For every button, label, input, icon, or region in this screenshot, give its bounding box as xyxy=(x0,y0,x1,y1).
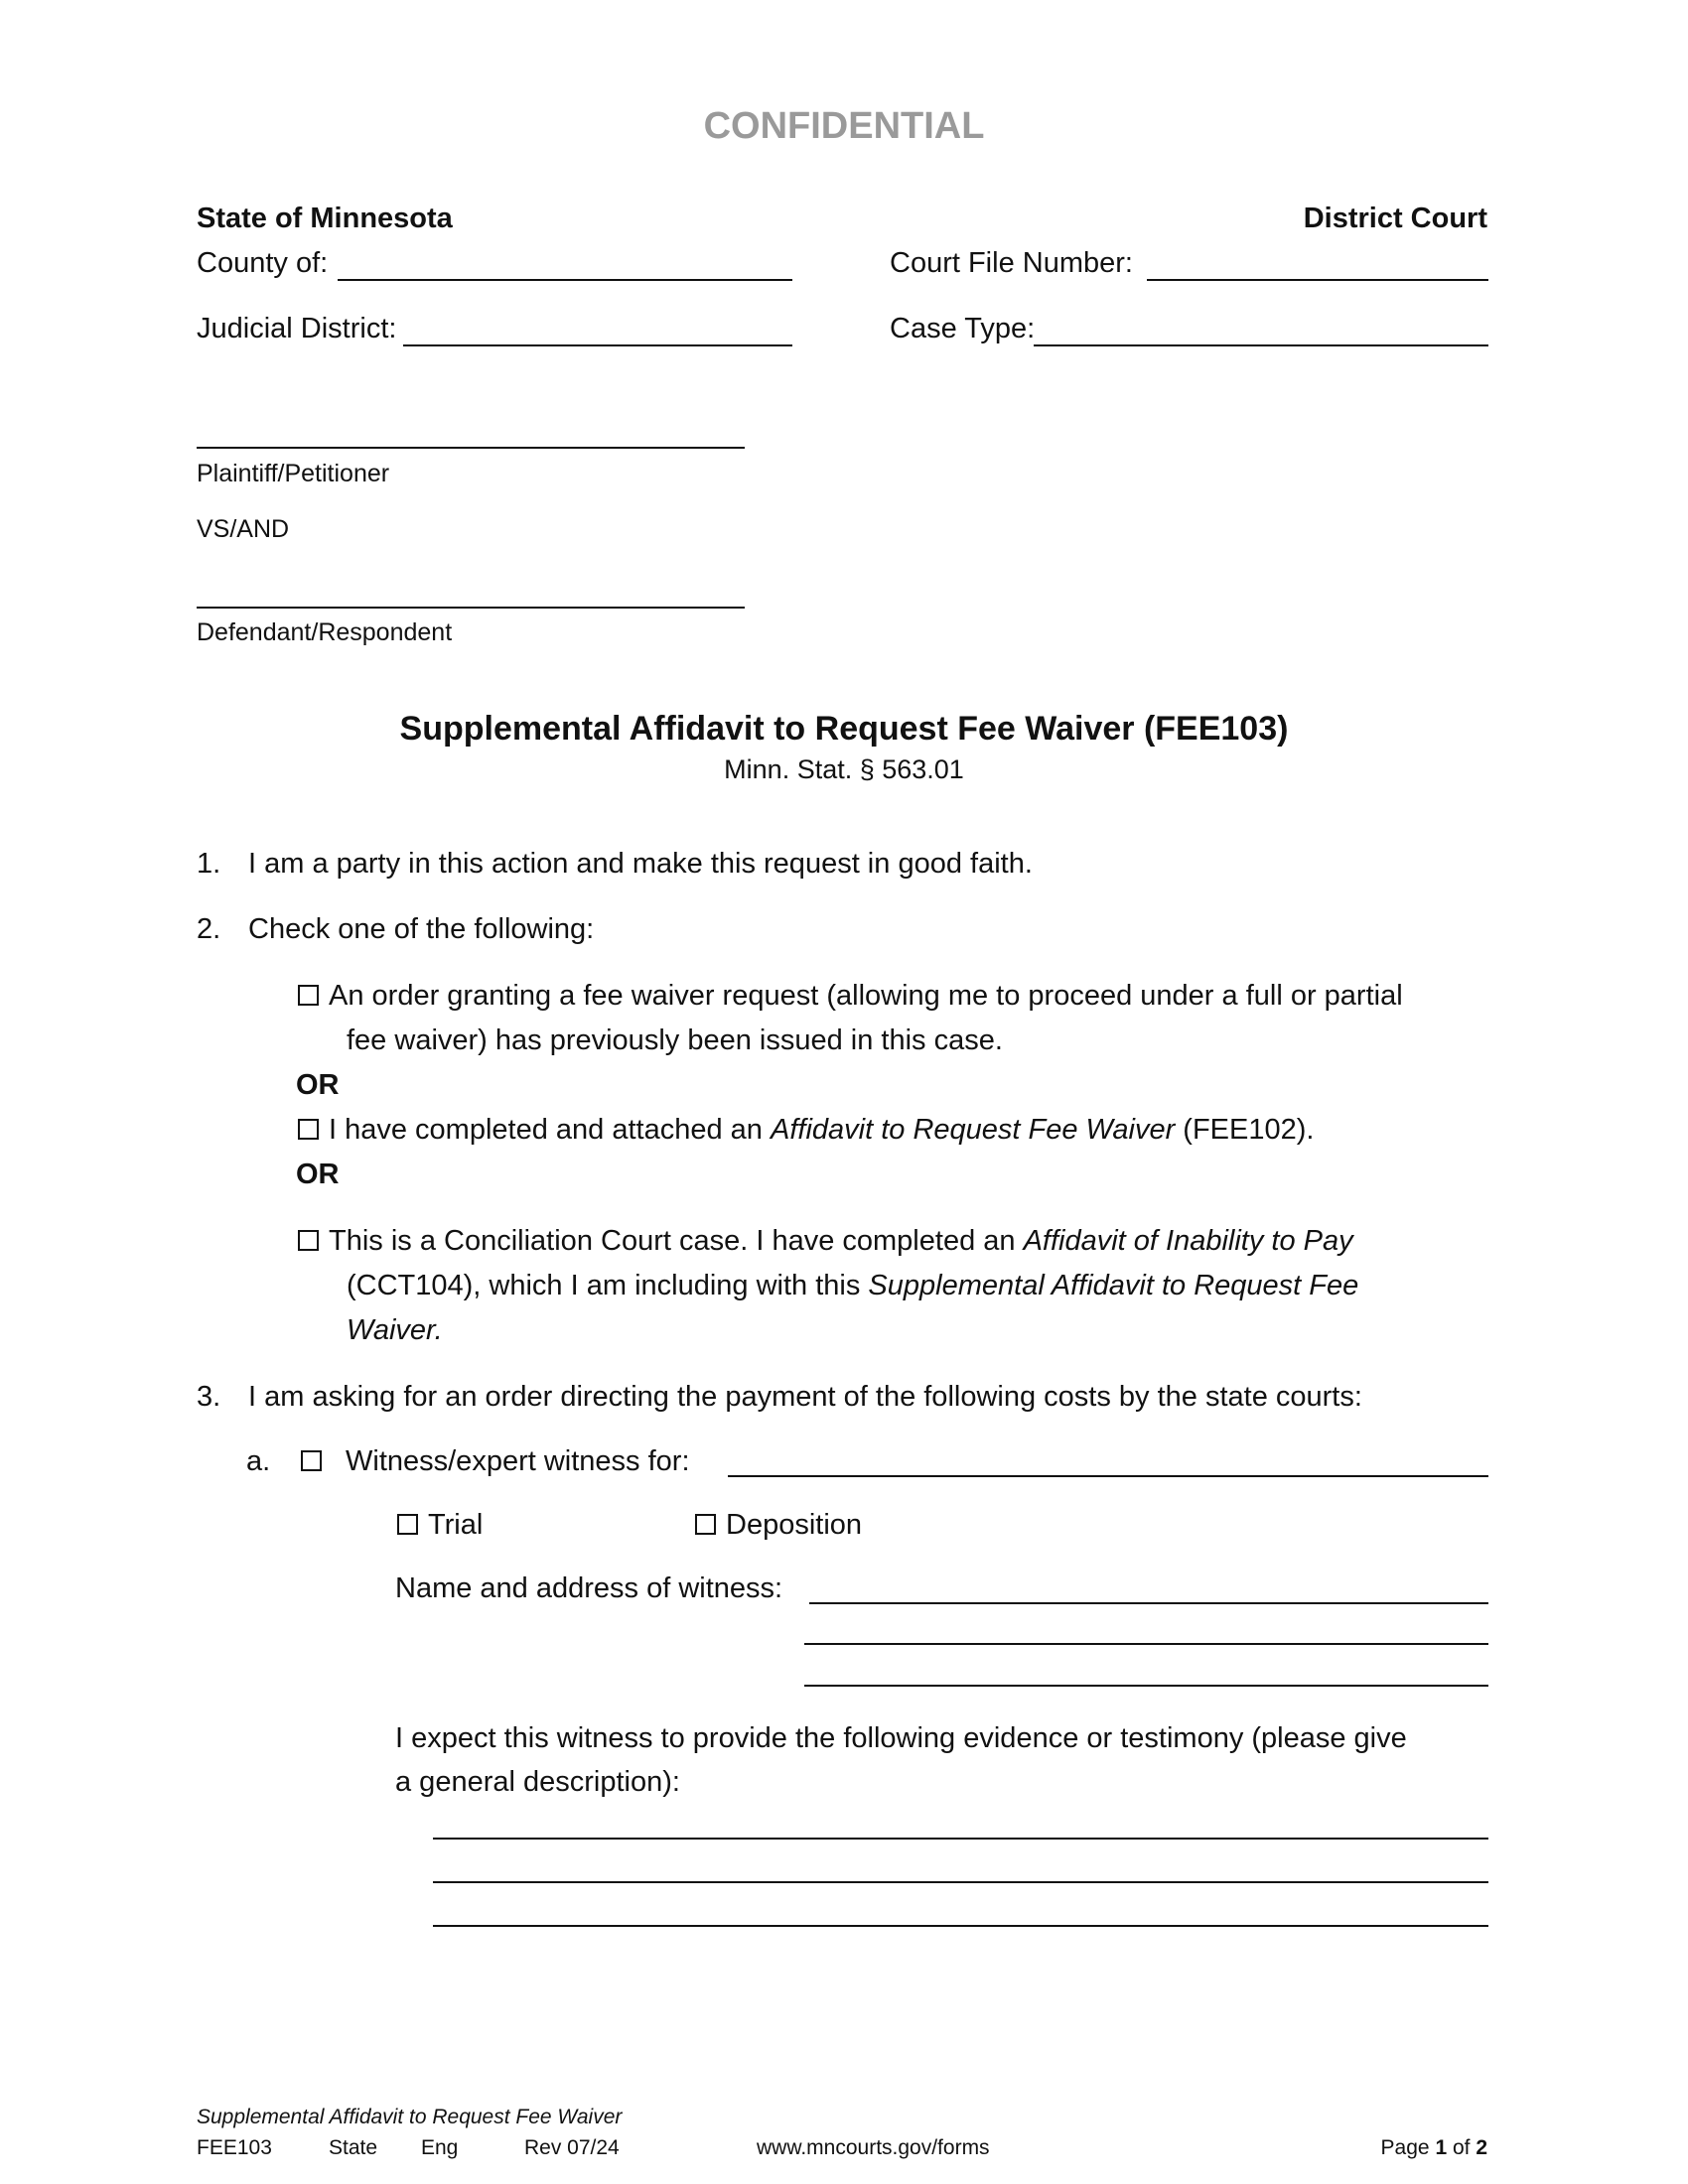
footer-form-name: Supplemental Affidavit to Request Fee Waiver xyxy=(197,2106,623,2128)
conciliation-supplemental-title: Supplemental Affidavit to Request Fee xyxy=(868,1270,1359,1301)
conciliation-text-2: (CCT104), which I am including with this xyxy=(347,1270,869,1301)
trial-checkbox[interactable] xyxy=(397,1514,418,1535)
or-label-2: OR xyxy=(296,1159,340,1190)
item-1-text: I am a party in this action and make this request in good faith. xyxy=(248,848,1033,880)
name-address-field-2[interactable] xyxy=(804,1643,1488,1645)
evidence-field-2[interactable] xyxy=(433,1881,1488,1883)
witness-checkbox[interactable] xyxy=(301,1450,322,1471)
deposition-checkbox[interactable] xyxy=(695,1514,716,1535)
statute-ref: Minn. Stat. § 563.01 xyxy=(724,754,964,784)
attached-affidavit-title: Affidavit to Request Fee Waiver xyxy=(770,1114,1176,1146)
evidence-field-3[interactable] xyxy=(433,1925,1488,1927)
evidence-field-1[interactable] xyxy=(433,1838,1488,1840)
vs-label: VS/AND xyxy=(197,515,290,543)
district-label: Judicial District: xyxy=(197,313,397,344)
conciliation-text-cont xyxy=(347,1272,1358,1300)
witness-label: Witness/expert witness for: xyxy=(346,1445,690,1477)
plaintiff-field[interactable] xyxy=(197,447,745,449)
conciliation-text: This is a Conciliation Court case. I have completed an xyxy=(329,1225,1024,1257)
form-title: Supplemental Affidavit to Request Fee Waiver (FEE103) xyxy=(399,710,1289,748)
item-2-number: 2. xyxy=(197,913,221,945)
conciliation-affidavit-title: Affidavit of Inability to Pay xyxy=(1023,1225,1353,1257)
attached-affidavit-checkbox[interactable] xyxy=(298,1119,319,1140)
district-field[interactable] xyxy=(403,344,792,346)
page-of: of xyxy=(1447,2136,1477,2159)
trial-label: Trial xyxy=(428,1509,484,1541)
attached-affidavit-code: (FEE102). xyxy=(1175,1114,1315,1146)
name-address-field-3[interactable] xyxy=(804,1685,1488,1687)
file-number-label: Court File Number: xyxy=(890,247,1133,279)
footer-rev: Rev 07/24 xyxy=(524,2136,620,2159)
option-attached-affidavit xyxy=(298,1116,1314,1145)
evidence-text-1: I expect this witness to provide the following evidence or testimony (please give xyxy=(395,1722,1407,1754)
previous-order-checkbox[interactable] xyxy=(298,985,319,1006)
item-3-text: I am asking for an order directing the payment of the following costs by the state courts: xyxy=(248,1381,1362,1413)
name-address-label: Name and address of witness: xyxy=(395,1572,783,1604)
option-conciliation xyxy=(298,1227,1353,1256)
previous-order-text-cont: fee waiver) has previously been issued in this case. xyxy=(347,1024,1003,1056)
case-type-label: Case Type: xyxy=(890,313,1036,344)
or-label-1: OR xyxy=(296,1069,340,1101)
county-field[interactable] xyxy=(338,279,792,281)
defendant-field[interactable] xyxy=(197,607,745,609)
name-address-field-1[interactable] xyxy=(809,1602,1488,1604)
evidence-text-2: a general description): xyxy=(395,1766,680,1798)
county-label: County of: xyxy=(197,247,329,279)
page-total: 2 xyxy=(1476,2136,1487,2159)
witness-row xyxy=(301,1447,690,1476)
deposition-option xyxy=(695,1511,862,1540)
item-3a-label: a. xyxy=(246,1445,271,1477)
item-3-number: 3. xyxy=(197,1381,221,1413)
footer-url[interactable]: www.mncourts.gov/forms xyxy=(757,2136,990,2159)
trial-option xyxy=(397,1511,483,1540)
option-previous-order xyxy=(298,982,1403,1011)
item-2-text: Check one of the following: xyxy=(248,913,595,945)
footer-code: FEE103 xyxy=(197,2136,272,2159)
conciliation-checkbox[interactable] xyxy=(298,1230,319,1251)
footer-page xyxy=(1381,2137,1487,2158)
previous-order-text: An order granting a fee waiver request (allowing me to proceed under a full or partial xyxy=(329,980,1403,1012)
page-number: 1 xyxy=(1435,2136,1448,2159)
case-type-field[interactable] xyxy=(1034,344,1488,346)
item-1-number: 1. xyxy=(197,848,221,880)
conciliation-text-3: Waiver. xyxy=(347,1314,443,1346)
attached-affidavit-text: I have completed and attached an xyxy=(329,1114,771,1146)
state-label: State of Minnesota xyxy=(197,203,453,234)
footer-lang: Eng xyxy=(421,2136,459,2159)
defendant-label: Defendant/Respondent xyxy=(197,618,453,646)
deposition-label: Deposition xyxy=(726,1509,863,1541)
plaintiff-label: Plaintiff/Petitioner xyxy=(197,460,390,487)
witness-for-field[interactable] xyxy=(728,1475,1488,1477)
page-prefix: Page xyxy=(1380,2136,1436,2159)
confidential-label: CONFIDENTIAL xyxy=(703,105,985,147)
court-label: District Court xyxy=(1303,203,1487,234)
footer-state: State xyxy=(329,2136,378,2159)
file-number-field[interactable] xyxy=(1147,279,1488,281)
